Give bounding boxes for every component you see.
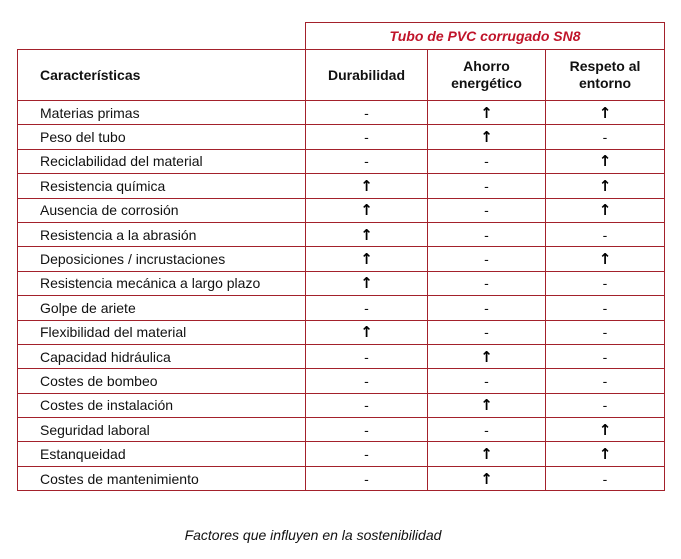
- row-label: Peso del tubo: [18, 125, 306, 149]
- value-cell: [306, 344, 428, 368]
- value-cell: [428, 198, 546, 222]
- sustainability-table: [17, 22, 665, 491]
- value-cell: [546, 101, 665, 125]
- row-label: Resistencia mecánica a largo plazo: [18, 271, 306, 295]
- value-cell: [428, 344, 546, 368]
- value-cell: [428, 149, 546, 173]
- up-arrow-icon: ↑: [480, 396, 493, 415]
- dash-mark: -: [484, 177, 489, 194]
- value-cell: [546, 369, 665, 393]
- column-header-line: energético: [451, 75, 522, 91]
- row-label: Golpe de ariete: [18, 296, 306, 320]
- value-cell: [428, 222, 546, 246]
- value-cell: [306, 296, 428, 320]
- row-label: Reciclabilidad del material: [18, 149, 306, 173]
- up-arrow-icon: ↑: [360, 176, 373, 195]
- up-arrow-icon: ↑: [360, 201, 373, 220]
- table-row: [18, 393, 665, 417]
- dash-mark: -: [602, 324, 608, 341]
- up-arrow-icon: ↑: [598, 420, 612, 439]
- table-row: [18, 271, 665, 295]
- dash-mark: -: [364, 129, 369, 146]
- value-cell: [546, 198, 665, 222]
- value-cell: [306, 125, 428, 149]
- up-arrow-icon: ↑: [360, 274, 373, 293]
- value-cell: [428, 247, 546, 271]
- dash-mark: -: [602, 348, 608, 365]
- value-cell: [546, 344, 665, 368]
- dash-mark: -: [484, 275, 489, 292]
- dash-mark: -: [484, 251, 489, 268]
- value-cell: [546, 149, 665, 173]
- up-arrow-icon: ↑: [598, 176, 612, 195]
- table-row: [18, 369, 665, 393]
- dash-mark: -: [602, 129, 608, 146]
- row-label: Costes de bombeo: [18, 369, 306, 393]
- dash-mark: -: [602, 372, 608, 389]
- table-caption: Factores que influyen en la sostenibilidad: [184, 527, 442, 543]
- column-header-line: Durabilidad: [327, 66, 405, 83]
- column-header-line: entorno: [578, 75, 632, 91]
- value-cell: [428, 174, 546, 198]
- label-column-header: Características: [18, 50, 306, 101]
- group-header-row: [18, 23, 665, 50]
- value-cell: [306, 369, 428, 393]
- value-cell: [428, 271, 546, 295]
- row-label: Costes de instalación: [18, 393, 306, 417]
- dash-mark: -: [484, 324, 489, 341]
- dash-mark: -: [484, 372, 489, 389]
- dash-mark: -: [484, 153, 489, 170]
- value-cell: [546, 174, 665, 198]
- dash-mark: -: [364, 446, 369, 463]
- value-cell: [306, 418, 428, 442]
- value-cell: [546, 296, 665, 320]
- dash-mark: -: [364, 470, 369, 487]
- value-cell: [428, 101, 546, 125]
- table-row: [18, 466, 665, 490]
- column-header-line: Ahorro: [463, 58, 510, 74]
- column-header-respeto-entorno: [546, 50, 665, 101]
- dash-mark: -: [602, 470, 608, 487]
- up-arrow-icon: ↑: [598, 250, 612, 269]
- row-label: Ausencia de corrosión: [18, 198, 306, 222]
- up-arrow-icon: ↑: [598, 152, 612, 171]
- value-cell: [428, 296, 546, 320]
- table-row: [18, 174, 665, 198]
- value-cell: [306, 174, 428, 198]
- table-row: [18, 418, 665, 442]
- table-row: [18, 344, 665, 368]
- dash-mark: -: [364, 299, 369, 316]
- table-row: [18, 149, 665, 173]
- value-cell: [306, 247, 428, 271]
- up-arrow-icon: ↑: [598, 201, 612, 220]
- value-cell: [546, 466, 665, 490]
- dash-mark: -: [484, 421, 489, 438]
- value-cell: [546, 222, 665, 246]
- value-cell: [306, 222, 428, 246]
- dash-mark: -: [484, 299, 489, 316]
- value-cell: [306, 442, 428, 466]
- value-cell: [306, 198, 428, 222]
- row-label: Materias primas: [18, 101, 306, 125]
- value-cell: [306, 101, 428, 125]
- table-row: [18, 198, 665, 222]
- value-cell: [428, 320, 546, 344]
- value-cell: [428, 466, 546, 490]
- up-arrow-icon: ↑: [480, 103, 493, 122]
- dash-mark: -: [602, 397, 608, 414]
- table-row: [18, 222, 665, 246]
- dash-mark: -: [484, 202, 489, 219]
- dash-mark: -: [602, 299, 608, 316]
- row-label: Resistencia a la abrasión: [18, 222, 306, 246]
- up-arrow-icon: ↑: [480, 128, 493, 147]
- row-label: Resistencia química: [18, 174, 306, 198]
- row-label: Seguridad laboral: [18, 418, 306, 442]
- value-cell: [306, 466, 428, 490]
- value-cell: [546, 418, 665, 442]
- value-cell: [306, 271, 428, 295]
- value-cell: [428, 125, 546, 149]
- value-cell: [428, 442, 546, 466]
- value-cell: [546, 393, 665, 417]
- value-cell: [546, 320, 665, 344]
- dash-mark: -: [484, 226, 489, 243]
- dash-mark: -: [364, 104, 369, 121]
- row-label: Capacidad hidráulica: [18, 344, 306, 368]
- value-cell: [306, 320, 428, 344]
- up-arrow-icon: ↑: [598, 103, 612, 122]
- group-header: Tubo de PVC corrugado SN8: [306, 23, 665, 50]
- dash-mark: -: [364, 421, 369, 438]
- dash-mark: -: [364, 372, 369, 389]
- row-label: Flexibilidad del material: [18, 320, 306, 344]
- dash-mark: -: [364, 397, 369, 414]
- value-cell: [546, 442, 665, 466]
- value-cell: [306, 149, 428, 173]
- value-cell: [428, 418, 546, 442]
- column-header-row: [18, 50, 665, 101]
- table-row: [18, 442, 665, 466]
- up-arrow-icon: ↑: [480, 347, 493, 366]
- value-cell: [546, 271, 665, 295]
- value-cell: [306, 393, 428, 417]
- row-label: Costes de mantenimiento: [18, 466, 306, 490]
- dash-mark: -: [602, 226, 608, 243]
- dash-mark: -: [364, 153, 369, 170]
- value-cell: [428, 393, 546, 417]
- column-header-line: Respeto al: [569, 58, 641, 74]
- table-row: [18, 125, 665, 149]
- value-cell: [546, 125, 665, 149]
- table-row: [18, 101, 665, 125]
- table-row: [18, 296, 665, 320]
- value-cell: [546, 247, 665, 271]
- up-arrow-icon: ↑: [480, 445, 493, 464]
- dash-mark: -: [364, 348, 369, 365]
- up-arrow-icon: ↑: [360, 250, 373, 269]
- up-arrow-icon: ↑: [480, 469, 493, 488]
- column-header-durabilidad: [306, 50, 428, 101]
- row-label: Estanqueidad: [18, 442, 306, 466]
- column-header-ahorro-energetico: [428, 50, 546, 101]
- row-label: Deposiciones / incrustaciones: [18, 247, 306, 271]
- dash-mark: -: [602, 275, 608, 292]
- up-arrow-icon: ↑: [598, 445, 612, 464]
- table-row: [18, 247, 665, 271]
- value-cell: [428, 369, 546, 393]
- up-arrow-icon: ↑: [360, 225, 373, 244]
- table-row: [18, 320, 665, 344]
- up-arrow-icon: ↑: [360, 323, 373, 342]
- blank-corner-cell: [18, 23, 306, 50]
